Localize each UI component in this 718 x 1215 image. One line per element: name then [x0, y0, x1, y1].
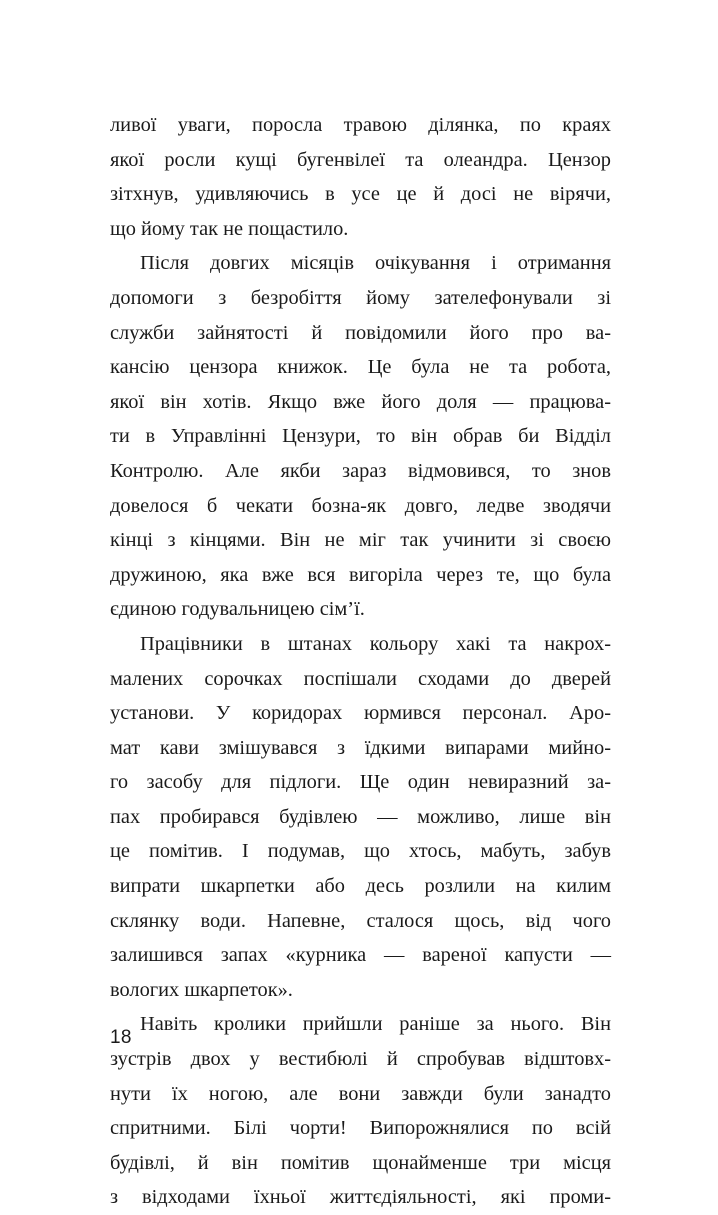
- text-line: пах пробирався будівлею — можливо, лише він: [110, 805, 611, 828]
- text-line: це помітив. І подумав, що хтось, мабуть, забув: [110, 840, 611, 863]
- text-line: Контролю. Але якби зараз відмовився, то знов: [110, 459, 611, 482]
- text-line: нути їх ногою, але вони завжди були занадто: [110, 1082, 611, 1105]
- text-line: ти в Управлінні Цензури, то він обрав би Відділ: [110, 425, 611, 448]
- text-line: го засобу для підлоги. Ще один невиразний за-: [110, 771, 611, 794]
- text-line: ливої уваги, поросла травою ділянка, по краях: [110, 114, 611, 136]
- text-line: Навіть кролики прийшли раніше за нього. Він: [140, 1013, 611, 1036]
- text-line: зустрів двох у вестибюлі й спробував відштовх-: [110, 1048, 611, 1071]
- text-line: довелося б чекати бозна-як довго, ледве зводячи: [110, 494, 611, 517]
- text-line: спритними. Білі чорти! Випорожнялися по всій: [110, 1117, 611, 1140]
- text-line: служби зайнятості й повідомили його про ва-: [110, 321, 611, 344]
- text-line: склянку води. Напевне, сталося щось, від чого: [110, 909, 611, 932]
- text-line: що йому так не пощастило.: [110, 217, 349, 240]
- text-line: Після довгих місяців очікування і отримання: [140, 252, 611, 275]
- body-text: [110, 108, 611, 1215]
- text-line: єдиною годувальницею сім’ї.: [110, 598, 365, 621]
- page-number: 18: [110, 1027, 132, 1048]
- text-line: мат кави змішувався з їдкими випарами мийно-: [110, 736, 611, 759]
- text-line: випрати шкарпетки або десь розлили на килим: [110, 875, 611, 898]
- text-line: дружиною, яка вже вся вигоріла через те, що була: [110, 563, 611, 586]
- text-line: з відходами їхньої життєдіяльності, які проми-: [110, 1186, 611, 1209]
- text-line: кінці з кінцями. Він не міг так учинити зі своєю: [110, 529, 611, 552]
- text-line: зітхнув, удивляючись в усе це й досі не вірячи,: [110, 183, 611, 206]
- text-line: установи. У коридорах юрмився персонал. Аро-: [110, 702, 611, 725]
- text-line: малених сорочках поспішали сходами до дверей: [110, 667, 611, 690]
- text-line: допомоги з безробіття йому зателефонували зі: [110, 286, 611, 309]
- text-line: залишився запах «курника — вареної капусти —: [110, 944, 611, 967]
- text-line: вологих шкарпеток».: [110, 978, 293, 1001]
- text-line: кансію цензора книжок. Це була не та робота,: [110, 356, 611, 379]
- text-line: будівлі, й він помітив щонайменше три місця: [110, 1151, 611, 1174]
- text-line: якої росли кущі бугенвілеї та олеандра. Цензор: [110, 148, 611, 171]
- text-line: якої він хотів. Якщо вже його доля — працюва-: [110, 390, 611, 413]
- text-line: Працівники в штанах кольору хакі та накрох-: [140, 632, 611, 655]
